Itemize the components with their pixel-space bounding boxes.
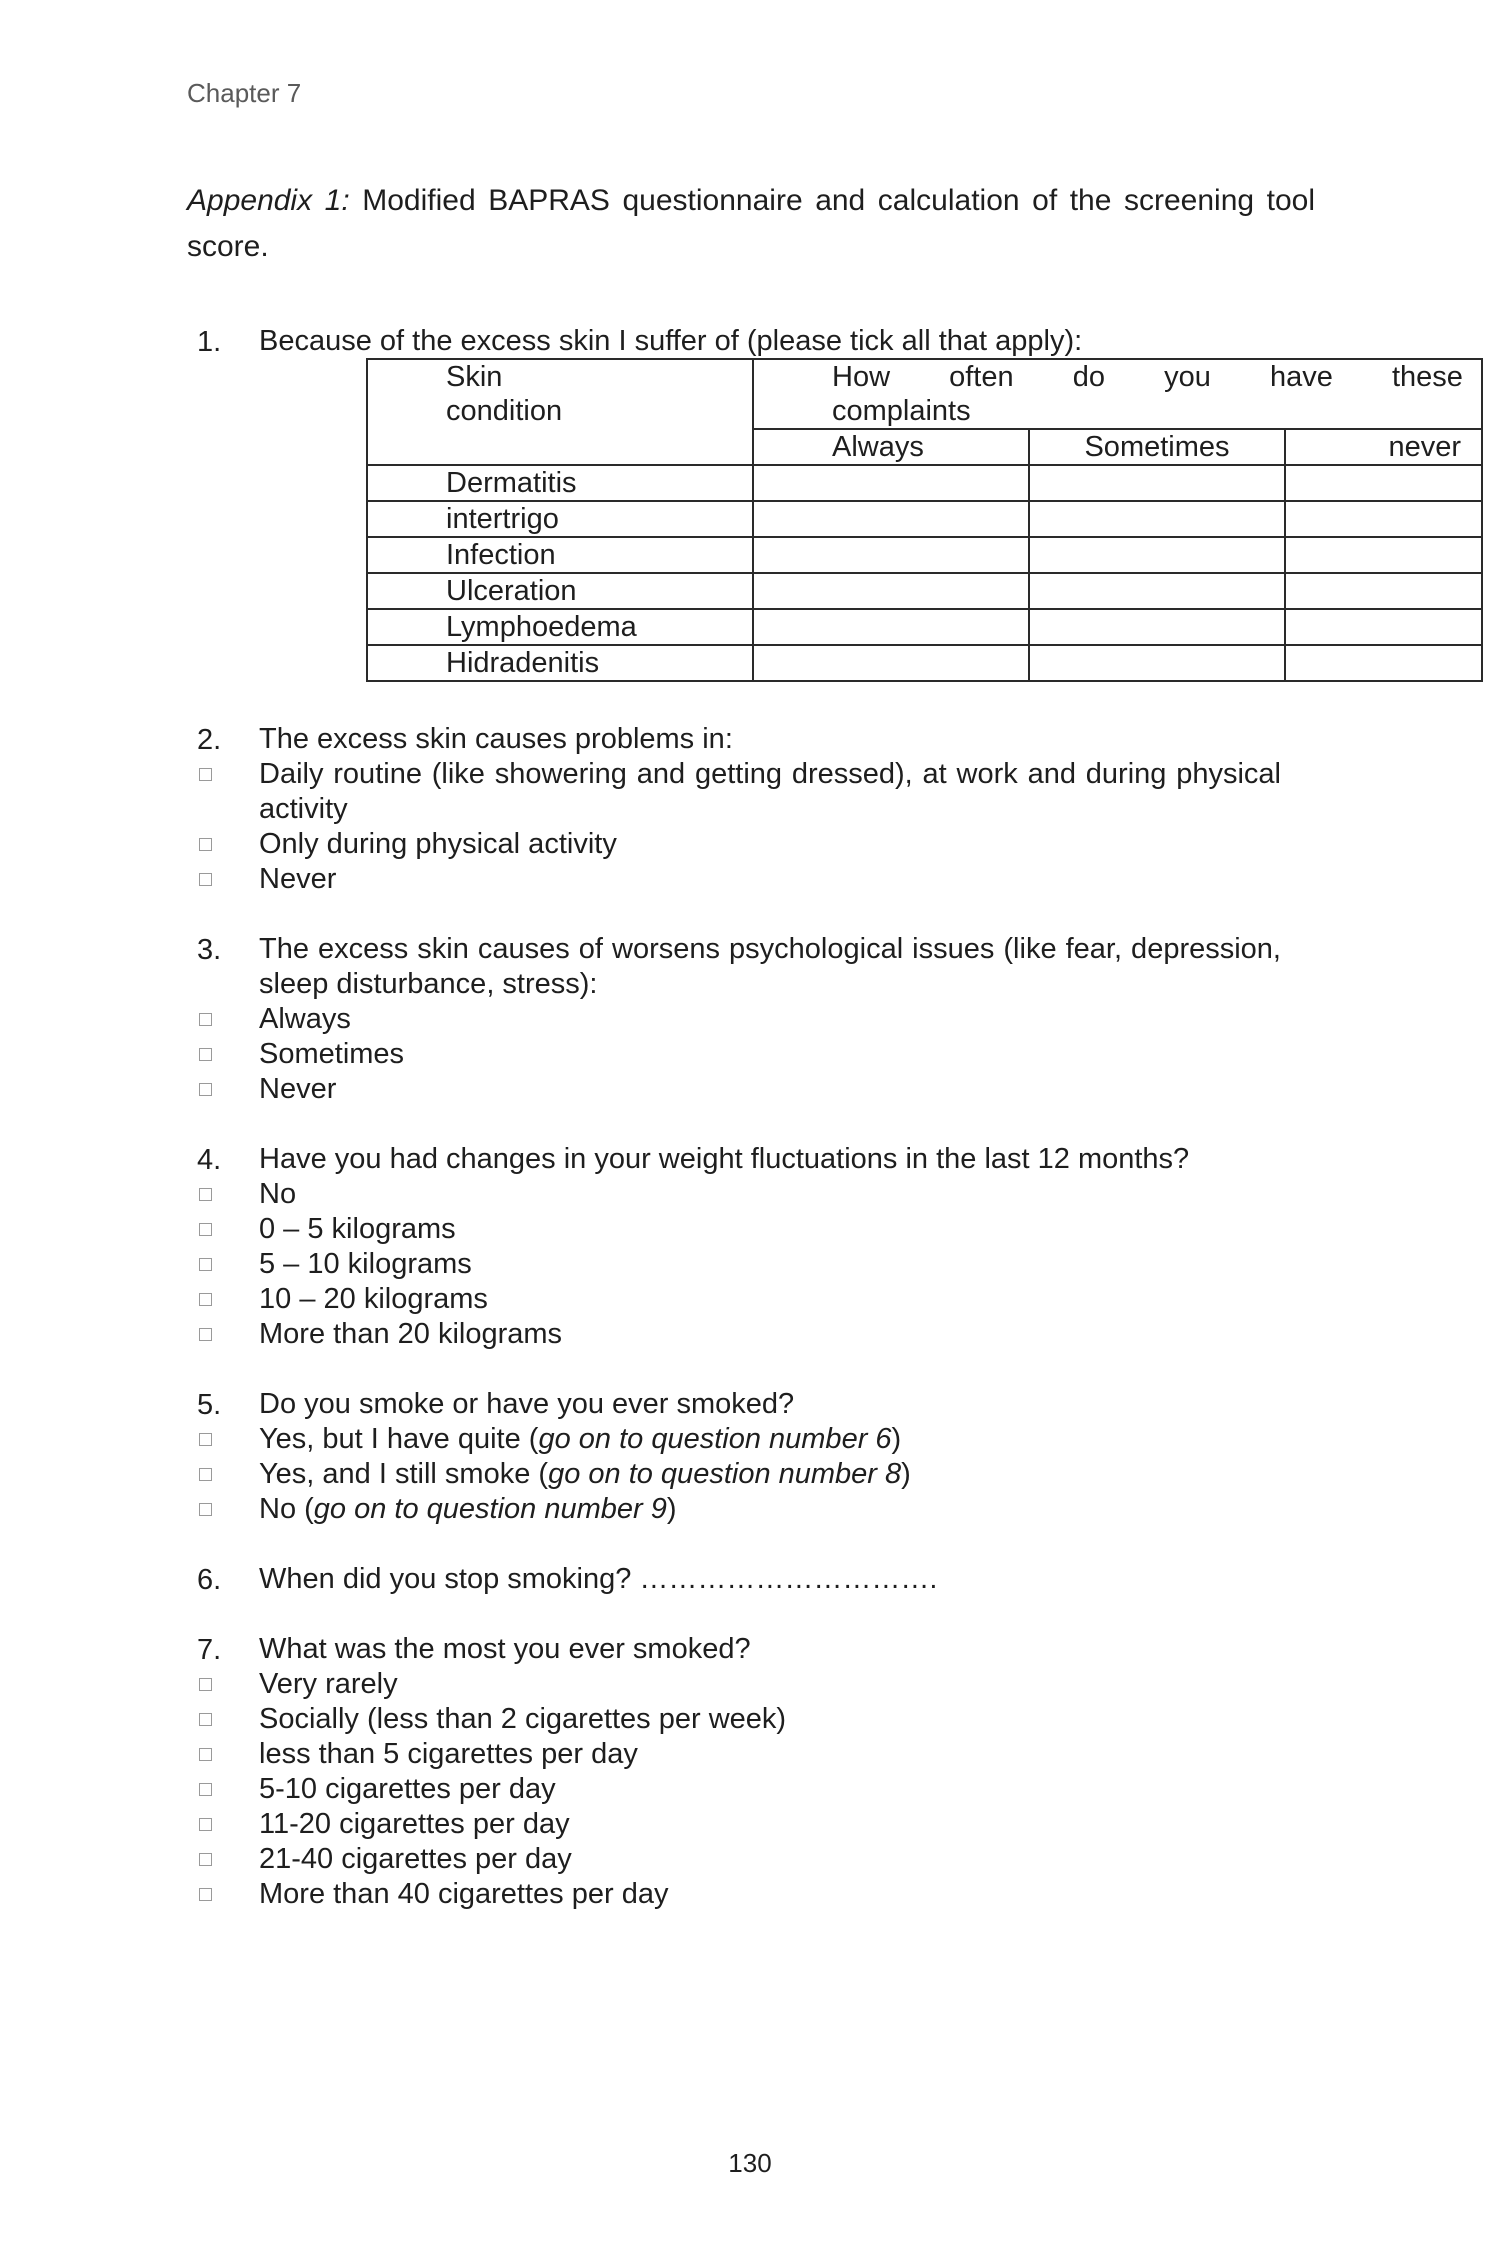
page-number: 130 [728,2148,772,2178]
tick-cell-always[interactable] [753,537,1029,573]
q5-option-close: ) [891,1423,902,1455]
checkbox[interactable] [199,1713,212,1726]
condition-infection: Infection [367,537,753,573]
q1-number: 1. [197,326,222,358]
how-word: do [1072,361,1105,393]
checkbox[interactable] [199,1783,212,1796]
tick-cell-sometimes[interactable] [1029,465,1285,501]
checkbox[interactable] [199,1188,212,1201]
checkbox[interactable] [199,1328,212,1341]
header-never: never [1285,429,1482,465]
skin-condition-table [366,358,1483,682]
q2-option: Only during physical activity [259,828,617,860]
q7-option: Socially (less than 2 cigarettes per week) [259,1703,787,1735]
tick-cell-never[interactable] [1285,537,1482,573]
q5-text: Do you smoke or have you ever smoked? [259,1388,795,1420]
checkbox[interactable] [199,838,212,851]
checkbox[interactable] [199,1503,212,1516]
q5-option-close: ) [666,1493,677,1525]
q3-number: 3. [197,934,222,966]
q5-number: 5. [197,1389,222,1421]
checkbox[interactable] [199,1748,212,1761]
header-how-often [753,359,1482,429]
checkbox[interactable] [199,1433,212,1446]
header-skin-line1: Skin [446,361,503,393]
how-line2: complaints [832,395,971,427]
q7-option: 21-40 cigarettes per day [259,1843,572,1875]
q4-option: More than 20 kilograms [259,1318,563,1350]
q4-option: 5 – 10 kilograms [259,1248,472,1280]
q2-number: 2. [197,724,222,756]
q6-number: 6. [197,1564,222,1596]
condition-lymphoedema: Lymphoedema [367,609,753,645]
q5-option-text: No ( [259,1493,314,1525]
how-word: these [1391,361,1463,393]
header-skin-line2: condition [446,395,563,427]
tick-cell-always[interactable] [753,501,1029,537]
q3-option: Sometimes [259,1038,405,1070]
condition-intertrigo: intertrigo [367,501,753,537]
q4-number: 4. [197,1144,222,1176]
q3-option: Always [259,1003,351,1035]
q5-option-close: ) [901,1458,911,1490]
q5-option-note: go on to question number 8 [548,1458,902,1490]
q5-option-text: Yes, but I have quite ( [259,1423,539,1455]
q7-option: More than 40 cigarettes per day [259,1878,669,1910]
checkbox[interactable] [199,1468,212,1481]
checkbox[interactable] [199,1223,212,1236]
how-word: you [1164,361,1211,393]
q2-text: The excess skin causes problems in: [259,723,733,755]
checkbox[interactable] [199,1013,212,1026]
how-word: often [949,361,1014,393]
tick-cell-never[interactable] [1285,501,1482,537]
checkbox[interactable] [199,1678,212,1691]
how-word: have [1269,361,1333,393]
tick-cell-never[interactable] [1285,573,1482,609]
appendix-title: Modified BAPRAS questionnaire and calculation of the screening tool score. [187,184,1316,263]
tick-cell-never[interactable] [1285,645,1482,681]
condition-hidradenitis: Hidradenitis [367,645,753,681]
q5-option-note: go on to question number 6 [538,1423,892,1455]
checkbox[interactable] [199,1258,212,1271]
tick-cell-always[interactable] [753,573,1029,609]
q5-option [259,1457,1281,1492]
tick-cell-always[interactable] [753,609,1029,645]
tick-cell-sometimes[interactable] [1029,501,1285,537]
q7-option: 11-20 cigarettes per day [259,1808,570,1840]
header-sometimes: Sometimes [1029,429,1285,465]
tick-cell-sometimes[interactable] [1029,537,1285,573]
checkbox[interactable] [199,1293,212,1306]
checkbox[interactable] [199,1818,212,1831]
q2-option: Daily routine (like showering and getting dressed), at work and during physical activity [259,758,1281,825]
condition-dermatitis: Dermatitis [367,465,753,501]
checkbox[interactable] [199,1853,212,1866]
appendix-heading [187,178,1315,270]
appendix-label: Appendix 1: [187,184,350,217]
checkbox[interactable] [199,1048,212,1061]
checkbox[interactable] [199,768,212,781]
q5-option [259,1422,1281,1457]
how-word: How [832,361,891,393]
q1-text: Because of the excess skin I suffer of (please tick all that apply): [259,325,1083,357]
tick-cell-sometimes[interactable] [1029,645,1285,681]
tick-cell-always[interactable] [753,645,1029,681]
tick-cell-never[interactable] [1285,609,1482,645]
q4-option: 10 – 20 kilograms [259,1283,488,1315]
q6-text[interactable]: When did you stop smoking? …………………………. [259,1563,938,1595]
tick-cell-sometimes[interactable] [1029,573,1285,609]
tick-cell-always[interactable] [753,465,1029,501]
q4-option: No [259,1178,297,1210]
q7-option: Very rarely [259,1668,398,1700]
q7-number: 7. [197,1634,222,1666]
q5-option [259,1492,1281,1527]
header-always: Always [753,429,1029,465]
q5-option-text: Yes, and I still smoke ( [259,1458,549,1490]
condition-ulceration: Ulceration [367,573,753,609]
q4-text: Have you had changes in your weight fluctuations in the last 12 months? [259,1143,1190,1175]
header-skin-condition [367,359,753,465]
q4-option: 0 – 5 kilograms [259,1213,456,1245]
q7-option: less than 5 cigarettes per day [259,1738,638,1770]
q5-option-note: go on to question number 9 [313,1493,667,1525]
q3-text: The excess skin causes of worsens psychological issues (like fear, depression, sleep disturbance, stress): [259,933,1281,1000]
q7-option: 5-10 cigarettes per day [259,1773,556,1805]
checkbox[interactable] [199,1083,212,1096]
tick-cell-never[interactable] [1285,465,1482,501]
running-head: Chapter 7 [187,78,302,108]
tick-cell-sometimes[interactable] [1029,609,1285,645]
q7-text: What was the most you ever smoked? [259,1633,751,1665]
checkbox[interactable] [199,1888,212,1901]
q3-option: Never [259,1073,337,1105]
checkbox[interactable] [199,873,212,886]
q2-option: Never [259,863,337,895]
